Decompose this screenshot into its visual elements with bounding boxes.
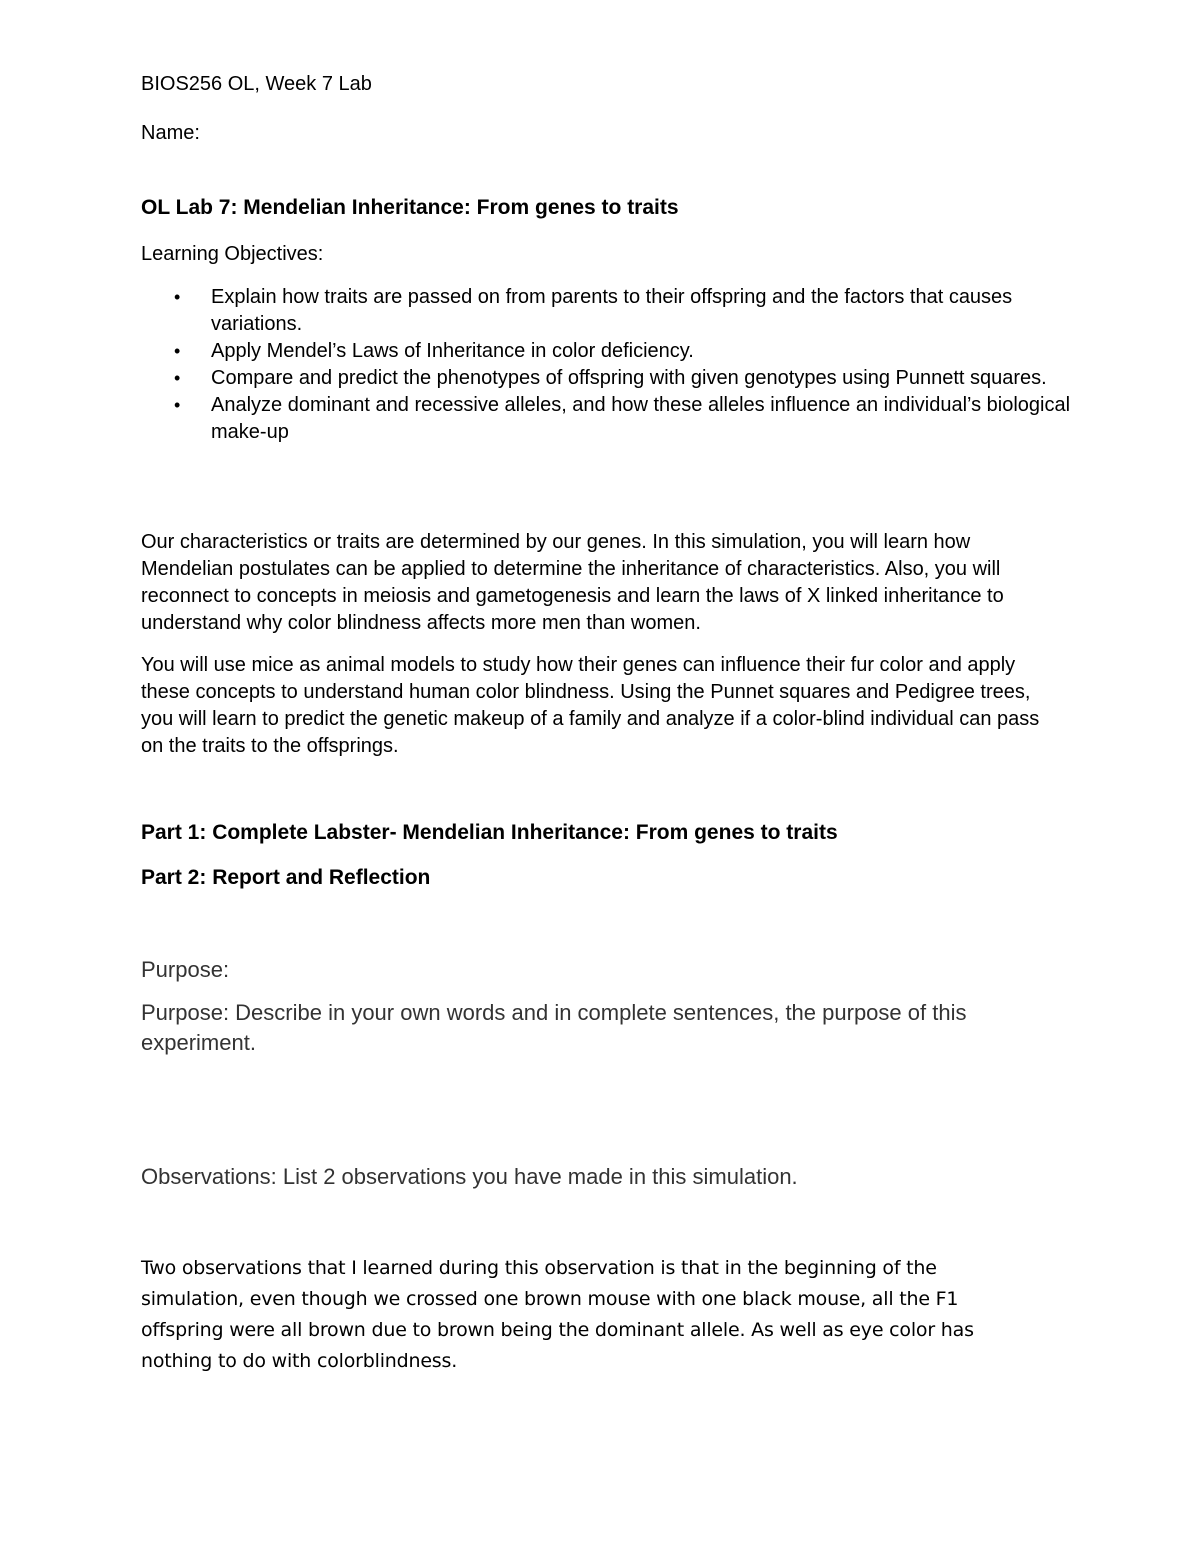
bullet-icon: •: [174, 368, 181, 388]
bullet-icon: •: [174, 395, 181, 415]
intro-paragraph-2: You will use mice as animal models to study how their genes can influence their fur color and apply these concepts to understand human color blindness. Using the Punnet squares and Pedigree trees, you will learn to predict the genetic makeup of a family and analyze if a color-blind individual can pass on the traits to the offsprings.: [141, 654, 1040, 757]
observations-answer: Two observations that I learned during this observation is that in the beginning of the simulation, even though we crossed one brown mouse with one black mouse, all the F1 offspring were all brown due to brown being the dominant allele. As well as eye color has nothing to do with colorblindness.: [141, 1257, 974, 1372]
purpose-prompt: Purpose: Describe in your own words and in complete sentences, the purpose of this experiment.: [141, 1000, 967, 1055]
learning-objectives-label: Learning Objectives:: [141, 243, 324, 265]
part-2-heading: Part 2: Report and Reflection: [141, 866, 431, 889]
objective-text: Apply Mendel’s Laws of Inheritance in color deficiency.: [211, 340, 694, 362]
learning-objectives-list: [141, 284, 1071, 446]
list-item: [141, 338, 1071, 365]
objective-text: Compare and predict the phenotypes of offspring with given genotypes using Punnett squares.: [211, 367, 1047, 389]
intro-paragraph-1: Our characteristics or traits are determined by our genes. In this simulation, you will learn how Mendelian postulates can be applied to determine the inheritance of characteristics. Also, you will reconnect to concepts in meiosis and gametogenesis and learn the laws of X linked inheritance to understand why color blindness affects more men than women.: [141, 531, 1004, 634]
bullet-icon: •: [174, 287, 181, 307]
list-item: [141, 392, 1071, 446]
objective-text: Explain how traits are passed on from parents to their offspring and the factors that causes variations.: [211, 286, 1013, 335]
purpose-label: Purpose:: [141, 957, 230, 982]
observations-prompt: Observations: List 2 observations you have made in this simulation.: [141, 1164, 798, 1189]
list-item: [141, 284, 1071, 338]
document-title: OL Lab 7: Mendelian Inheritance: From genes to traits: [141, 196, 679, 219]
course-header: BIOS256 OL, Week 7 Lab: [141, 73, 372, 95]
bullet-icon: •: [174, 341, 181, 361]
list-item: [141, 365, 1071, 392]
name-label: Name:: [141, 122, 200, 144]
part-1-heading: Part 1: Complete Labster- Mendelian Inheritance: From genes to traits: [141, 821, 838, 844]
objective-text: Analyze dominant and recessive alleles, and how these alleles influence an individual’s biological make-up: [211, 394, 1071, 443]
